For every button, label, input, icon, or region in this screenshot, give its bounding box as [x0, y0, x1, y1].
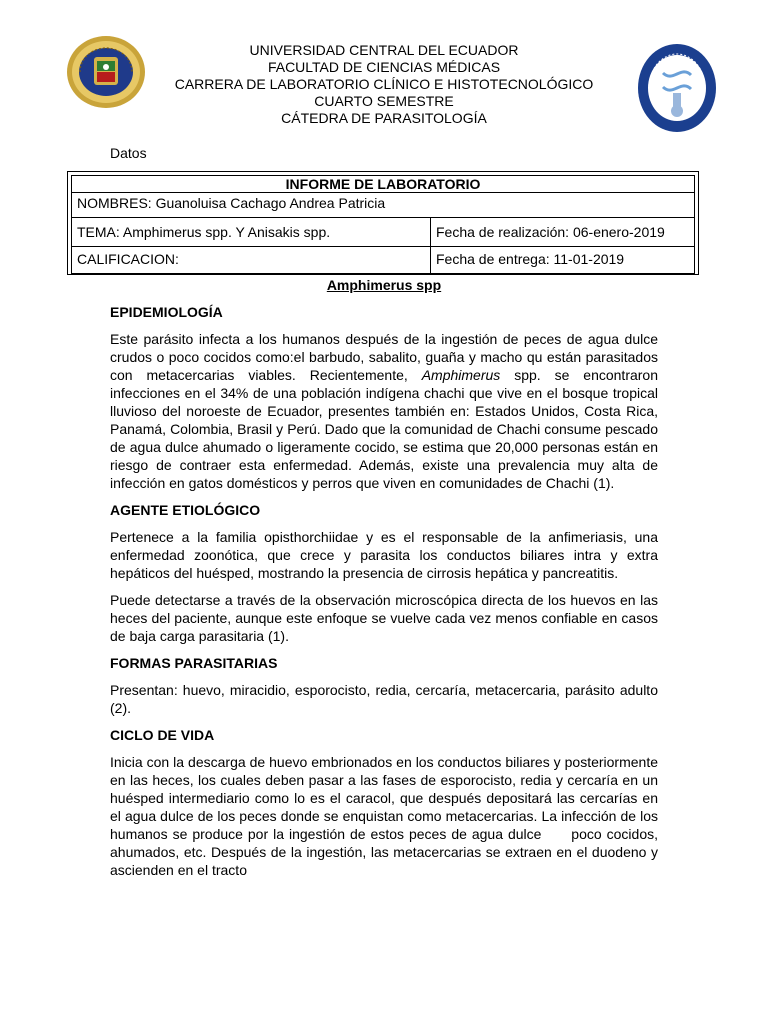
heading-ciclo: CICLO DE VIDA: [110, 727, 215, 743]
header-faculty: FACULTAD DE CIENCIAS MÉDICAS: [267, 59, 501, 75]
heading-formas: FORMAS PARASITARIAS: [110, 655, 278, 671]
institution-header: [150, 42, 618, 127]
paragraph-agente-1: Pertenece a la familia opisthorchiidae y es el responsable de la anfimeriasis, una enfermedad zoonótica, que crece y parasita los conductos biliares intra y extra hepáticos del huésped, mostrando la presencia de cirrosis hepática y pancreatitis.: [110, 529, 658, 581]
italic-genus: Amphimerus: [421, 367, 501, 383]
document-body: [110, 303, 662, 879]
report-topic: TEMA: Amphimerus spp. Y Anisakis spp.: [77, 224, 331, 240]
header-career: CARRERA DE LABORATORIO CLÍNICO E HISTOTECNOLÓGICO: [174, 76, 594, 92]
university-seal-logo: [66, 35, 146, 109]
report-table: [67, 171, 699, 275]
laboratory-career-logo: [637, 43, 717, 133]
datos-label: Datos: [110, 145, 147, 161]
main-title: Amphimerus spp: [326, 277, 442, 293]
report-row-grade: [71, 246, 695, 274]
paragraph-agente-2: Puede detectarse a través de la observación microscópica directa de los huevos en las heces del paciente, aunque este enfoque se vuelve cada vez menos confiable en casos de baja carga parasitaria (1).: [110, 592, 658, 644]
report-title: INFORME DE LABORATORIO: [71, 175, 695, 193]
report-names: NOMBRES: Guanoluisa Cachago Andrea Patricia: [71, 192, 695, 218]
heading-epidemiologia: EPIDEMIOLOGÍA: [110, 304, 223, 320]
header-semester: CUARTO SEMESTRE: [314, 93, 454, 109]
report-grade: CALIFICACION:: [77, 251, 179, 267]
paragraph-ciclo: Inicia con la descarga de huevo embrionados en los conductos biliares y posteriormente en las heces, los cuales deben pasar a las fases de esporocisto, redia y cercaría en un huésped intermediario como lo es el caracol, que después depositará las cercarías en el agua dulce de los peces donde se enquistan como metacercarias. La infección de los humanos se produce por la ingestión de estos peces de agua dulce poco cocidos, ahumados, etc. Después de la ingestión, las metacercarias se extraen en el duodeno y ascienden en el tracto: [110, 754, 662, 878]
report-date-delivered: Fecha de entrega: 11-01-2019: [430, 247, 694, 273]
report-row-tema: [71, 217, 695, 247]
report-date-performed: Fecha de realización: 06-enero-2019: [430, 218, 694, 246]
paragraph-epidemiologia: Este parásito infecta a los humanos después de la ingestión de peces de agua dulce crudos o poco cocidos como:el barbudo, sabalito, guaña y macho qu están parasitados con metacercarias viables. Recientemente, Amphimerus spp. se encontraron infecciones en el 34% de una población indígena chachi que vive en el bosque tropical lluvioso del noroeste de Ecuador, presentes también en: Estados Unidos, Costa Rica, Panamá, Colombia, Brasil y Perú. Dado que la comunidad de Chachi consume pescado de agua dulce ahumado o ligeramente cocido, se estima que 20,000 personas están en riesgo de contraer esta enfermedad. Además, existe una prevalencia muy alta de infección en gatos domésticos y perros que viven en comunidades de Chachi (1).: [110, 331, 658, 491]
paragraph-formas: Presentan: huevo, miracidio, esporocisto, redia, cercaría, metacercaria, parásito adulto (2).: [110, 682, 658, 716]
header-chair: CÁTEDRA DE PARASITOLOGÍA: [281, 110, 487, 126]
heading-agente: AGENTE ETIOLÓGICO: [110, 502, 261, 518]
header-university: UNIVERSIDAD CENTRAL DEL ECUADOR: [249, 42, 519, 58]
